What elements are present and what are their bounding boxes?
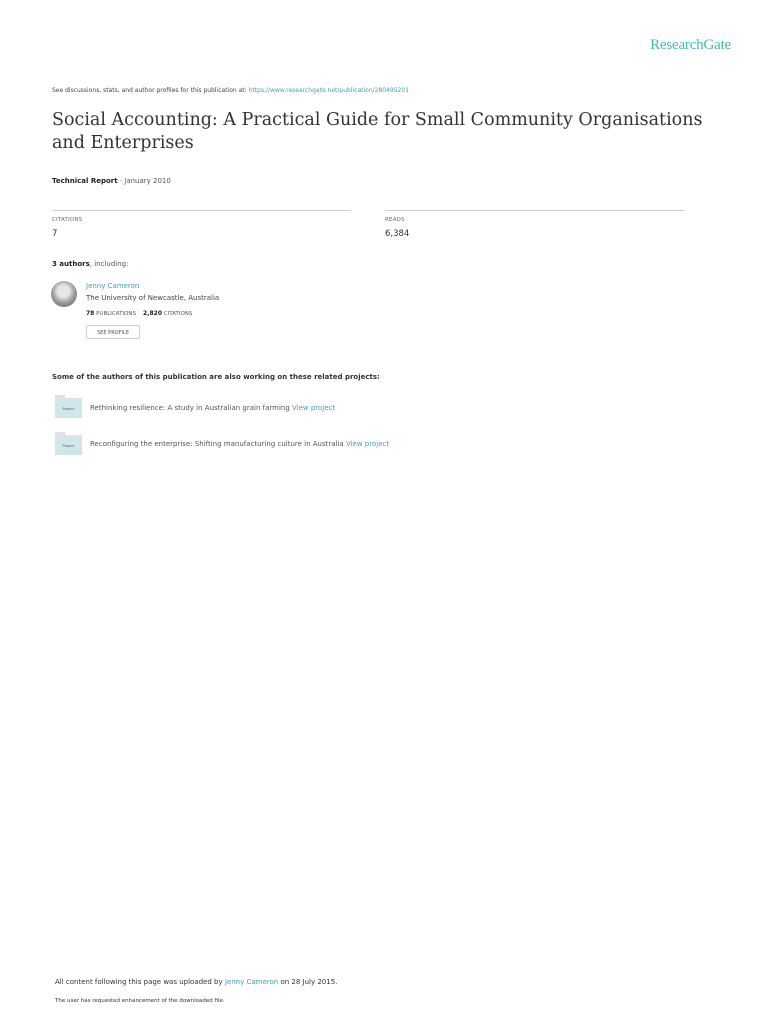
enhancement-note: The user has requested enhancement of the downloaded file.	[55, 998, 225, 1004]
upload-suffix: on 28 July 2015.	[280, 978, 338, 986]
publication-date: · January 2010	[119, 177, 171, 185]
project-folder-icon: Project	[55, 435, 82, 455]
project-folder-icon: Project	[55, 398, 82, 418]
related-projects-heading: Some of the authors of this publication are also working on these related projects:	[52, 373, 380, 381]
publication-title: Social Accounting: A Practical Guide for Small Community Organisations and Enterprises	[52, 110, 703, 153]
related-project-item	[90, 440, 389, 448]
author-publications-count: 78	[86, 310, 95, 317]
author-publications-label: PUBLICATIONS	[96, 311, 137, 317]
view-project-link[interactable]: View project	[345, 440, 390, 448]
authors-heading	[52, 260, 128, 268]
author-citations-count: 2,820	[143, 310, 162, 317]
project-title: Reconfiguring the enterprise: Shifting manufacturing culture in Australia	[90, 440, 344, 448]
citations-value: 7	[52, 229, 58, 239]
publication-url-link[interactable]: https://www.researchgate.net/publication/280495201	[248, 87, 410, 94]
reads-value: 6,384	[385, 229, 410, 239]
discussion-line	[52, 87, 409, 94]
author-institution: The University of Newcastle, Australia	[86, 294, 220, 302]
authors-count: 3 authors	[52, 260, 90, 268]
researchgate-logo: ResearchGate	[650, 37, 731, 53]
author-name-link[interactable]: Jenny Cameron	[86, 282, 140, 290]
publication-meta	[52, 177, 171, 185]
author-stats	[86, 310, 192, 317]
divider-citations	[52, 210, 351, 211]
publication-type: Technical Report	[52, 177, 118, 185]
upload-prefix: All content following this page was uploaded by	[55, 978, 223, 986]
author-citations-label: CITATIONS	[163, 311, 193, 317]
divider-reads	[385, 210, 685, 211]
discussion-prefix: See discussions, stats, and author profiles for this publication at:	[52, 87, 247, 94]
upload-note	[55, 978, 337, 986]
author-avatar[interactable]	[51, 281, 77, 307]
reads-label: READS	[385, 217, 405, 223]
uploader-link[interactable]: Jenny Cameron	[224, 978, 279, 986]
project-title: Rethinking resilience: A study in Australian grain farming	[90, 404, 290, 412]
view-project-link[interactable]: View project	[292, 404, 336, 412]
citations-label: CITATIONS	[52, 217, 83, 223]
related-project-item	[90, 404, 335, 412]
authors-suffix: , including:	[89, 260, 129, 268]
see-profile-button[interactable]: SEE PROFILE	[86, 325, 140, 339]
